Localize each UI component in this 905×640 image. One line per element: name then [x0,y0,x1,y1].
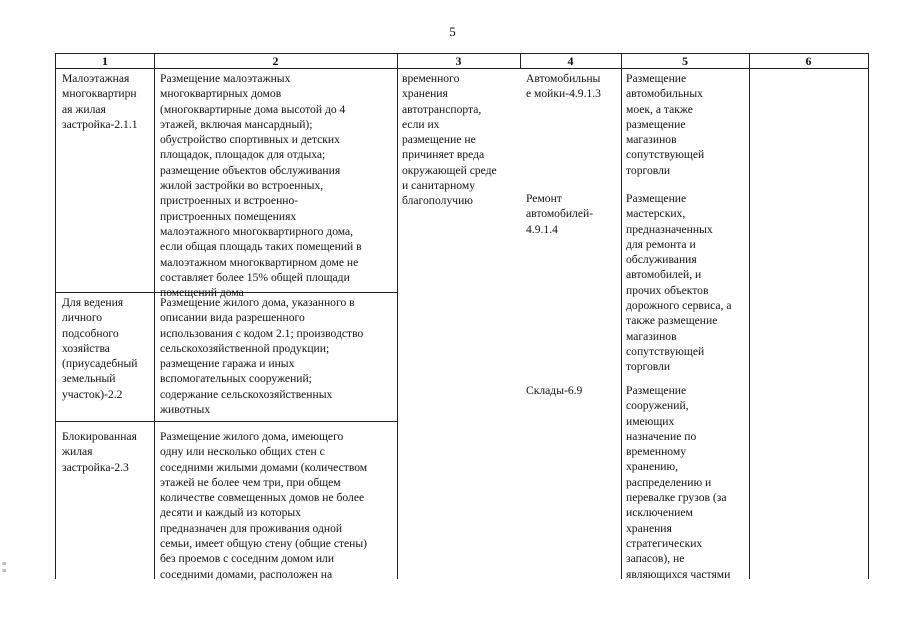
zone-type-cell: Для ведения личного подсобного хозяйства (приусадебный земельный участок)-2.2 [62,296,138,401]
header-col-4: 4 [567,54,574,68]
regulation-table [55,53,869,579]
zone-description-cell: Размещение малоэтажных многоквартирных домов (многоквартирные дома высотой до 4 этажей, включая мансардный); обустройство спортивных и детских площадок, площадок для отдыха; размещение объектов обслуживания жилой застройки во встроенных, пристроенных и встроенно- пристроенных помещениях малоэтажного многоквартирного дома, если общая площадь таких помещений в малоэтажном многоквартирном доме не составляет более 15% общей площади помещений дома [160,72,362,300]
params-cell [750,70,868,72]
zone-type-cell: Малоэтажная многоквартирн ая жилая застройка-2.1.1 [62,72,138,131]
margin-marks: ≡ ≡ [2,559,7,575]
zone-description-cell: Размещение жилого дома, имеющего одну или несколько общих стен с соседними жилыми домами (количеством этажей не более чем три, при общем количестве совмещенных домов не более десяти и каждый из которых предназначен для проживания одной семьи, имеет общую стену (общие стены) без проемов с соседним домом или соседними домами, расположен на [160,430,368,581]
use-description-cell: Размещение сооружений, имеющих назначение по временному хранению, распределению и перевалке грузов (за исключением хранения стратегических запасов), не являющихся частями [626,384,731,581]
use-description-cell: Размещение автомобильных моек, а также размещение магазинов сопутствующей торговли [626,72,705,177]
use-type-cell: Склады-6.9 [526,384,583,397]
conditional-use-cell: временного хранения автотранспорта, если их размещение не причиняет вреда окружающей среде и санитарному благополучию [402,72,497,208]
header-col-6: 6 [805,54,812,68]
use-description-cell: Размещение мастерских, предназначенных для ремонта и обслуживания автомобилей, и прочих объектов дорожного сервиса, а также размещение магазинов сопутствующей торговли [626,192,732,374]
page-number: 5 [449,24,456,39]
zone-type-cell: Блокированная жилая застройка-2.3 [62,430,137,474]
use-type-cell: Ремонт автомобилей- 4.9.1.4 [526,192,594,236]
header-col-3: 3 [455,54,462,68]
zone-description-cell: Размещение жилого дома, указанного в описании вида разрешенного использования с кодом 2.1; производство сельскохозяйственной продукции; размещение гаража и иных вспомогательных сооружений; содержание сельскохозяйственных животных [160,296,364,417]
col-divider [520,54,521,69]
table-header-row [56,54,868,69]
header-col-2: 2 [272,54,279,68]
row-divider [56,421,397,422]
header-col-5: 5 [682,54,688,68]
header-col-1: 1 [102,54,108,68]
use-type-cell: Автомобильны е мойки-4.9.1.3 [526,72,601,101]
